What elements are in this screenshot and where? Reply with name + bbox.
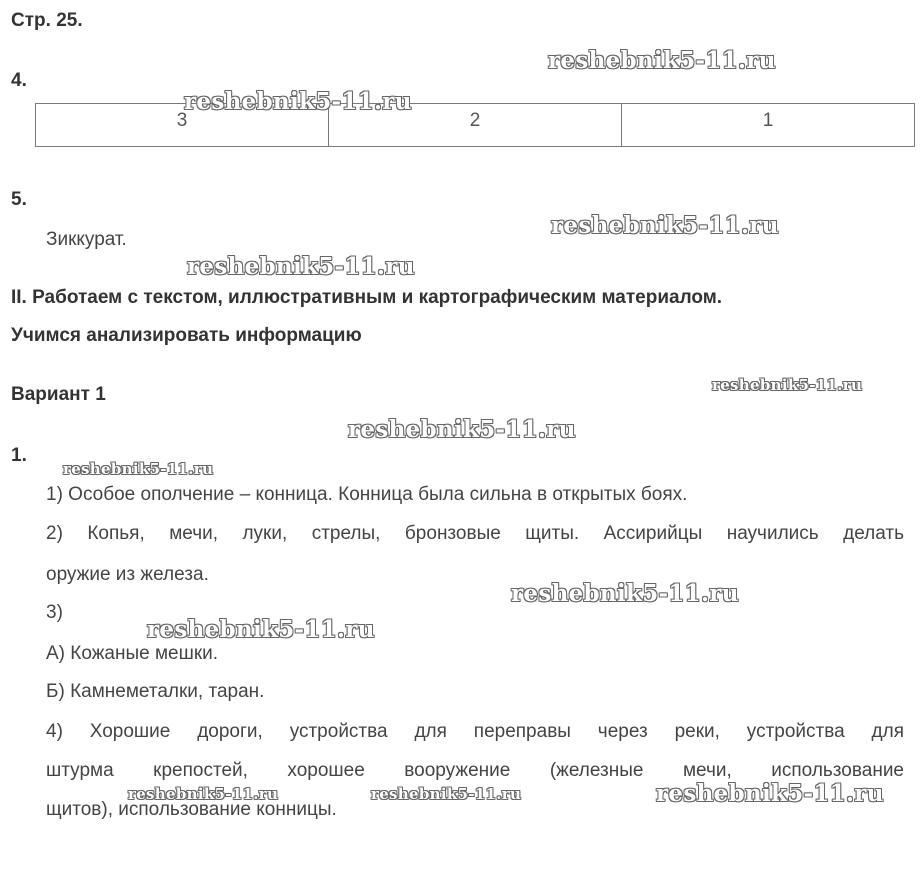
answer-2-line-1: 2) Копья, мечи, луки, стрелы, бронзовые щиты. Ассирийцы научились делать — [46, 523, 904, 544]
watermark: reshebnik5-11.ru — [128, 785, 279, 803]
sequence-table — [35, 103, 915, 147]
task-4-number: 4. — [11, 70, 27, 91]
answer-4-line-2: штурма крепостей, хорошее вооружение (железные мечи, использование — [46, 760, 904, 781]
watermark: reshebnik5-11.ru — [656, 780, 884, 807]
watermark: reshebnik5-11.ru — [348, 416, 576, 443]
task-5-answer: Зиккурат. — [46, 229, 127, 250]
page-label: Стр. 25. — [11, 10, 83, 31]
answer-3-a: А) Кожаные мешки. — [46, 643, 219, 664]
task-5-number: 5. — [11, 189, 27, 210]
answer-2-line-2: оружие из железа. — [46, 564, 209, 585]
watermark: reshebnik5-11.ru — [184, 88, 412, 115]
watermark: reshebnik5-11.ru — [548, 47, 776, 74]
table-cell: 1 — [622, 104, 915, 147]
task-1-number: 1. — [11, 445, 27, 466]
watermark: reshebnik5-11.ru — [511, 580, 739, 607]
variant-heading: Вариант 1 — [11, 384, 106, 405]
section-heading-line-2: Учимся анализировать информацию — [11, 325, 362, 346]
answer-3-b: Б) Камнеметалки, таран. — [46, 681, 265, 702]
answer-4-line-3: щитов), использование конницы. — [46, 799, 337, 820]
watermark: reshebnik5-11.ru — [551, 212, 779, 239]
answer-1: 1) Особое ополчение – конница. Конница была сильна в открытых боях. — [46, 484, 688, 505]
answer-3: 3) — [46, 602, 63, 623]
table-cell: 2 — [329, 104, 622, 147]
answer-4-line-1: 4) Хорошие дороги, устройства для переправы через реки, устройства для — [46, 721, 904, 742]
section-heading-line-1: II. Работаем с текстом, иллюстративным и картографическим материалом. — [11, 287, 723, 308]
table-cell: 3 — [36, 104, 329, 147]
watermark: reshebnik5-11.ru — [187, 253, 415, 280]
watermark: reshebnik5-11.ru — [63, 460, 214, 478]
table-row — [36, 104, 915, 147]
watermark: reshebnik5-11.ru — [147, 616, 375, 643]
watermark: reshebnik5-11.ru — [371, 785, 522, 803]
watermark: reshebnik5-11.ru — [712, 376, 863, 394]
